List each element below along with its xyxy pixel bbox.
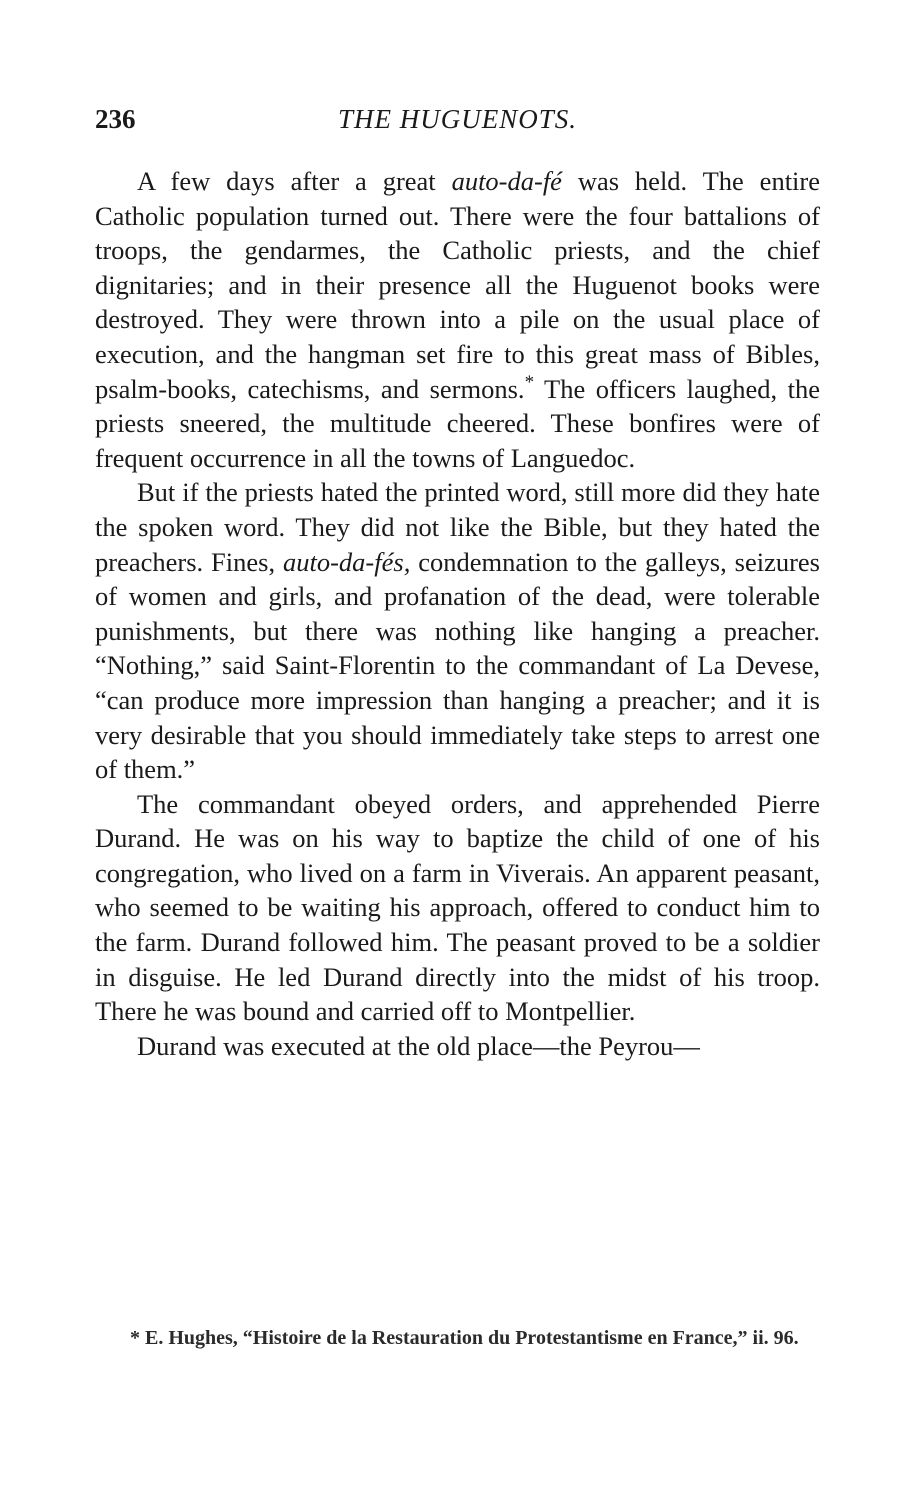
page-number: 236	[95, 104, 136, 134]
italic-term: auto-da-fés,	[283, 546, 411, 577]
paragraph-2: But if the priests hated the printed word, still more did they hate the spoken word. They did not like the Bible, but they hated the preachers. Fines, auto-da-fés, condemnation to the galleys, seizures of women and girls, and profanation of the dead, were tolerable punishments, but there was nothing like hanging a preacher. “Nothing,” said Saint-Florentin to the commandant of La Devese, “can produce more impression than hanging a preacher; and it is very desirable that you should immediately take steps to arrest one of them.”	[95, 477, 820, 785]
body-text	[95, 164, 820, 1063]
running-title: THE HUGUENOTS.	[337, 104, 578, 134]
paragraph-1: A few days after a great auto-da-fé was held. The entire Catholic population turned out. There were the four battalions of troops, the gendarmes, the Catholic priests, and the chief dignitaries; and in their presence all the Huguenot books were destroyed. They were thrown into a pile on the usual place of execution, and the hangman set fire to this great mass of Bibles, psalm-books, catechisms, and sermons.* The officers laughed, the priests sneered, the multitude cheered. These bonfires were of frequent occurrence in all the towns of Languedoc.	[95, 166, 821, 473]
footnote: * E. Hughes, “Histoire de la Restauration du Protestantisme en France,” ii. 96.	[130, 1327, 799, 1349]
italic-term: auto-da-fé	[451, 166, 562, 196]
paragraph-4: Durand was executed at the old place—the Peyrou—	[137, 1030, 700, 1061]
page-header	[95, 104, 820, 144]
footnote-reference: *	[524, 371, 535, 393]
paragraph-3: The commandant obeyed orders, and apprehended Pierre Durand. He was on his way to baptize the child of one of his congregation, who lived on a farm in Viverais. An apparent peasant, who seemed to be waiting his approach, offered to conduct him to the farm. Durand followed him. The peasant proved to be a soldier in disguise. He led Durand directly into the midst of his troop. There he was bound and carried off to Montpellier.	[95, 788, 820, 1027]
